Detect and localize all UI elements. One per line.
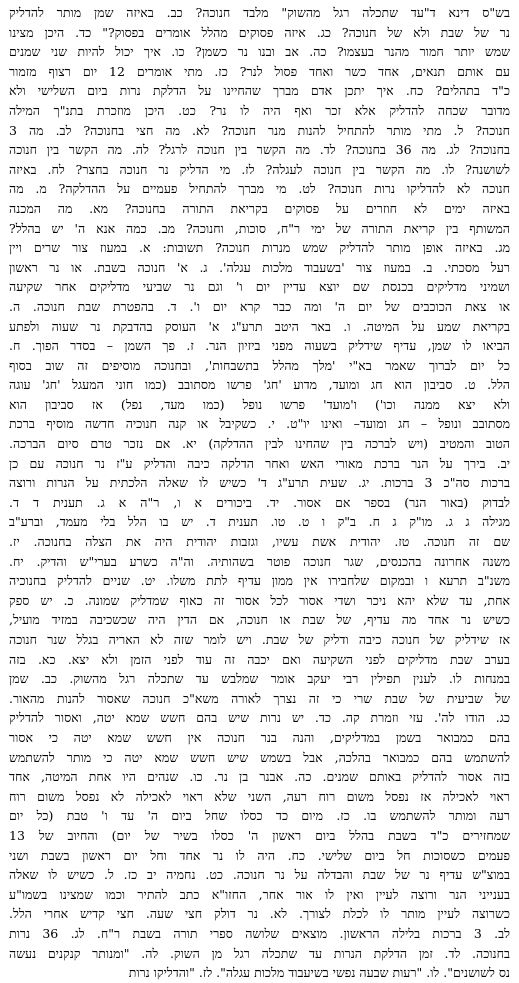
text-line: משנה אחרונה בהכנסים, שגר חנוכה פוטר בשהותיה. וה"ה כשרע בערי"ש והדיק. יח.: [9, 553, 510, 569]
text-line: כ"ד בתהלים? כח. איך יתכן אדם מברך שהחיינו על הדלקת נרות ביום השלישי ולא: [9, 83, 510, 99]
text-line: כשיש נר אחד מה עדיף, של שבת או חנוכה, אם הדין היה שכשכיבה במזיד מועיל,: [9, 612, 510, 628]
text-line: רעל מסכתי. ב. במעוז צור 'בשעבוד מלכות עגלה'. ג. א' חנוכה בשבת. או נר ראשון: [9, 259, 510, 275]
text-line: שמחזירים כ"ד בשבת בהלל ביום ראשון ה' כסלו בשיר של יום) והחיוב של 13: [9, 827, 510, 843]
text-line: כג. הודו לה'. עזי וזמרת קה. כד. יש נרות שיש בהם חשש שמא יטה, ואסור להדליק: [9, 710, 510, 726]
text-line: לשושנה? לו. מה הקשר בין חנוכה לעגלה? לז. מי הדליק נר חנוכה בחצר? לח. באיזה: [9, 161, 510, 177]
text-line: כשרוצה לעיין מותר לו לכלת לצורך. לא. נר דולק חצי שעה. חצי קדיש אחרי הלל.: [9, 906, 510, 922]
text-line: או צאת הכוכבים של יום ה' ומה כבר קרא יום ו'. ד. בהפטרת שבת חנוכה. ה.: [9, 298, 510, 314]
text-line: יב. בירך על הנר ברכת מאורי האש ואחר הדלקה כיבה והדליק ע"ז נר חנוכה עם כן: [9, 455, 510, 471]
text-line: במנחות לו. לענין תפילין רבי יעקב אומר שמלבש עד שתכלה רגל מהשוק. כב. שמן: [9, 671, 510, 687]
text-line: שמש יותר חמור מהנר בעצמו? כה. אב ובנו נר כשמן? כו. איך יכול להיות שני שמנים: [9, 44, 510, 60]
text-line: ולא יצא ממנה וכו') ו'מועד' פרשו נופל (כמו מעד, נפל) אז סביבון הוא: [9, 396, 510, 412]
text-line: בש"ס דינא ד"עד שתכלה רגל מהשוק" מלבד חנוכה? כב. באיזה שמן מותר להדליק: [9, 5, 510, 20]
text-line: אחת, עד שלא יהא ניכר ושדי אסור לכל אסור זה כאוף שמדליק שמונה. כ. יש ספק: [9, 592, 510, 608]
text-line: בערב שבת מדליקים לפני השקיעה ואם יכבה זה עוד לפני הזמן ולא יצא. כא. בזה: [9, 651, 510, 667]
text-line: של שביעית של שבת שרי כי זה נצרך לאורה משא"כ חנוכה שאסור להנות מהאור.: [9, 690, 510, 706]
text-line: חנוכה? ל. מתי מותר להתחיל להנות מנר חנוכה? לא. מה חצי בחנוכה? לב. מה 3: [9, 122, 510, 138]
text-line: מג. באיזה אופן מותר להדליק שמש מנרות חנוכה? תשובות: א. במעוז צור שרים ויין: [9, 240, 510, 256]
text-line: הלל. ט. סביבון הוא חג ומועד, מדוע 'חג' פרשו מסתובב (כמו חוני המעגל 'חג' עוגה: [9, 377, 510, 393]
text-line: ראוי לאכילה אז נפסל משום רוח רעה, השני שלא ראוי לאכילה לא נפסל משום רוח: [9, 788, 510, 804]
text-line: מדובר שכחה להדליק אלא זכר ואף היה לו נר? כט. היכן מוזכרת בתנ"ך המילה: [9, 102, 510, 118]
text-line: בהם כמבואר בשמן במדליקים, והנה בנר חנוכה אין חשש שמא יטה כי אסור: [9, 729, 510, 745]
text-line: באיזה ימים לא חוזרים על פסוקים בקריאת התורה בחנוכה? מא. מה המכנה: [9, 200, 510, 216]
text-line: לבדוק (באור הנר) בספר אם אסור. יד. ביכורים א ו, ר"ה א ג. תענית ד ד.: [9, 494, 510, 510]
text-line: במוצ"ש עדיף נר של שבת והבדלה על נר חנוכה. כט. נחמיה יב כז. ל. כשיש לו שאלה: [9, 867, 510, 883]
text-line: בזה אסור להדליק באותם שמנים. כה. אבנר בן נר. כו. שנהים היו אחת המיטה, אחד: [9, 769, 510, 785]
text-line: משנ"ב תרעא ו ובמקום שלחבירו אין ממון עדיף לתת משלו. יט. שניים להדליק בחנוכיה: [9, 573, 510, 589]
text-line: לב. 3 ברכות בלילה הראשון. מוצאים שלושה ספרי תורה בשבת ר"ח. לג. 36 נרות: [9, 925, 510, 941]
text-line: בחנוכה. לד. זמן הדלקת הנרות עד שתכלה רגל מן השוק. לה. "ומנותר קנקנים נעשה: [9, 945, 510, 961]
text-line: מגילה ג ג. מו"ק ג ח. ב"ק ו ט. טו. תענית ד. יש בו הלל בלי מעמד, וברע"ב: [9, 514, 510, 530]
text-line: הטוב והמטיב (ויש לברכה בין שהחינו לבין ההדלקה) יא. אם נזכר טרם סיום הברכה.: [9, 436, 510, 452]
text-line: עם אותם תנאים, אחד כשר ואחד פסול לנר? כז. מתי אומרים 12 יום רצוף מזמור: [9, 63, 510, 79]
text-line: חנוכה לא להדליקו נרות חנוכה? לט. מי מברך להתחיל פעמיים על ההדלקה? מ. מה: [9, 181, 510, 197]
text-line: להשתמש בהם כמבואר בהלכה, אבל בשמש שיש חשש שמא יטה כי מותר להשתמש: [9, 749, 510, 765]
text-line: ושמיני מדליקים בכנסת שם יוצא עדיין יום ו' וגם נר שביעי מדליקים אחר שקיעה: [9, 279, 510, 295]
text-line: נס לשושנים". לו. "רעות שבעה נפשי בשיעבוד מלכות עגלה". לז. "והדליקו נרות: [128, 965, 510, 981]
text-line: כל יום לברוך שאמר בא"י 'מלך מהלל בתשבחות', ובחנוכה מוסיפים זה שוב בסוף: [9, 357, 510, 373]
text-line: הביאו לו שמן, עדיף שידליק בשעוה מפני ביזיון הנר. ז. פך השמן – בסדר הפוך. ח.: [9, 338, 510, 354]
text-line: אז שידליק של חנוכה כיבה ודליק של שבת. ויש לומר שזה לא האריה בגלל שנר חנוכה: [9, 632, 510, 647]
text-line: נר של שבת ולא של חנוכה? כג. איזה פסוקים מהלל אומרים בפסוק?" כד. היכן מצינו: [9, 24, 510, 40]
text-line: פעמים כשסוכות חל ביום שלישי. כח. היה לו נר אחד וחל יום ראשון בשבת ושני: [9, 847, 510, 863]
text-line: מסתובב ונופל – חג ומועד– ואינו יו"ט. י. כשקיבל או קנה חנוכיה חדשה מוסיף ברכת: [9, 416, 510, 432]
text-line: המשותף בין קריאת התורה של ימי ר"ח, סוכות, וחנוכה? מב. כמה אנא ה' יש בהלל?: [9, 220, 510, 236]
text-line: בקריאת שמע על המיטה. ו. באר היטב תרע"ג א' העוסק בהדבקת נר שעוה ולפתע: [9, 318, 510, 334]
text-block: [9, 3, 510, 983]
text-line: רעה ומותר להשתמש בו. כז. מיום כד כסלו שחל ביום ה' עד ו' טבת (כל יום: [9, 808, 510, 824]
text-line: בחנוכה? לג. מה 36 בחנוכה? לד. מה הקשר בין חנוכה לרגל? לה. מה הקשר בין חנוכה: [9, 142, 510, 158]
text-line: שם זה חנוכה. טז. יהודית אשת עשיו, וגזבות יהודית היה את הצלה בחנוכה. יז.: [9, 534, 510, 550]
text-line: ברכות סה"כ 3 ברכות. יג. שעית תרע"ג ד' כשיש לו שאלה הלכתית על הנרות ורוצה: [9, 475, 510, 491]
text-line: בענייני הנר ורוצה לעיין ואין לו אור אחר, החזו"א כתב להתיר וכמו שמצינו בשמו"ע: [9, 886, 510, 902]
